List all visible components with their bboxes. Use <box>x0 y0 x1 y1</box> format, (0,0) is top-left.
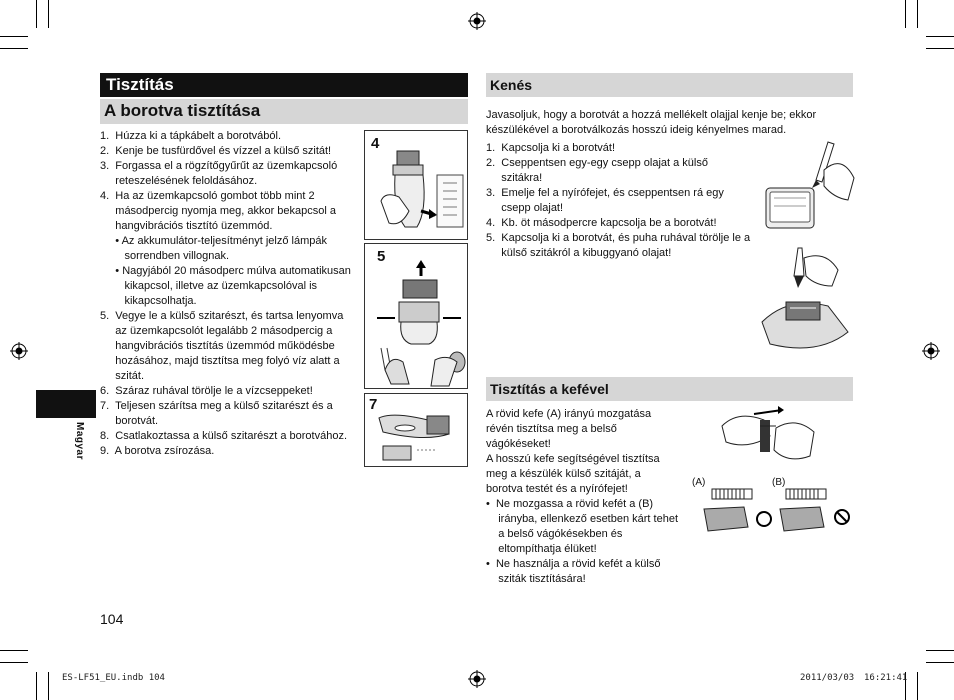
oil-on-blade-illustration <box>758 246 858 358</box>
footer-date: 2011/03/03 <box>800 673 855 683</box>
figure-5-diagram <box>364 243 468 389</box>
shaver-drying-illustration <box>365 394 467 466</box>
cleaning-step-line: 2. Kenje be tusfürdővel és vízzel a külső szitát! <box>100 145 332 157</box>
figure-label: 5 <box>377 248 386 265</box>
oil-intro-line: Javasoljuk, hogy a borotvát a hozzá mellékelt olajjal kenje be; ekkor <box>486 109 817 121</box>
brush-direction-a-illustration <box>698 487 784 535</box>
figure-label: 7 <box>369 396 378 413</box>
cleaning-step-line: 5. Vegye le a külső szitarészt, és tartsa lenyomva <box>100 310 344 322</box>
cleaning-step-line: kikapcsol, illetve az üzemkapcsolóval is <box>100 280 318 292</box>
language-side-tab <box>36 390 96 418</box>
cleaning-step-line: hozásához, majd tisztítsa meg folyó víz alatt a <box>100 355 340 367</box>
brush-section-title: Tisztítás a kefével <box>486 377 853 401</box>
oil-step-line: 3. Emelje fel a nyírófejet, és cseppentsen rá egy <box>486 187 724 199</box>
brush-text-line: • Ne mozgassa a rövid kefét a (B) <box>486 498 654 510</box>
oil-step-line: 4. Kb. öt másodpercre kapcsolja be a borotvát! <box>486 217 717 229</box>
brush-text-line: sziták tisztítására! <box>486 573 586 585</box>
footer-time: 16:21:41 <box>864 673 908 683</box>
cleaning-step-line: 8. Csatlakoztassa a külső szitarészt a borotvához. <box>100 430 348 442</box>
oil-step-line: külső szitákról a kibuggyanó olajat! <box>486 247 672 259</box>
cleaning-step-line: borotvát. <box>100 415 159 427</box>
brush-text-line: eltompíthatja élüket! <box>486 543 597 555</box>
oil-step-line: csepp olajat! <box>486 202 564 214</box>
cleaning-step-line: hangvibrációs tisztítás üzemmód működésbe <box>100 340 335 352</box>
cleaning-step-line: • Nagyjából 20 másodperc múlva automatikusan <box>100 265 351 277</box>
oil-step-line: szitákra! <box>486 172 543 184</box>
cleaning-step-line: szitát. <box>100 370 145 382</box>
brush-text-line: irányba, ellenkező esetben kárt tehet <box>486 513 679 525</box>
brush-holding-illustration <box>718 406 818 470</box>
cleaning-step-line: 4. Ha az üzemkapcsoló gombot több mint 2 <box>100 190 315 202</box>
cleaning-step-line: sorrendben villognak. <box>100 250 230 262</box>
brush-direction-b-illustration <box>778 487 864 535</box>
section-subtitle: A borotva tisztítása <box>100 99 468 124</box>
figure-4-diagram <box>364 130 468 240</box>
cleaning-step-line: másodpercig nyomja meg, akkor bekapcsol a <box>100 205 337 217</box>
shaver-rinse-illustration <box>365 244 467 388</box>
brush-text-line: meg a készülék külső szitáját, a <box>486 468 641 480</box>
oil-step-line: 1. Kapcsolja ki a borotvát! <box>486 142 616 154</box>
cleaning-step-line: 3. Forgassa el a rögzítőgyűrűt az üzemkapcsoló <box>100 160 338 172</box>
oil-section-title: Kenés <box>486 73 853 97</box>
brush-text-line: a belső vágókésekben és <box>486 528 623 540</box>
oil-intro-line: készülékével a borotválkozás hosszú ideig kényelmes marad. <box>486 124 787 136</box>
section-title: Tisztítás <box>100 73 468 97</box>
oil-step-line: 5. Kapcsolja ki a borotvát, és puha ruhával törölje le a <box>486 232 751 244</box>
cleaning-step-line: 7. Teljesen szárítsa meg a külső szitarészt és a <box>100 400 333 412</box>
cleaning-step-line: • Az akkumulátor-teljesítményt jelző lámpák <box>100 235 327 247</box>
cleaning-step-line: az üzemkapcsolót legalább 2 másodpercig a <box>100 325 333 337</box>
registration-mark-right-icon <box>922 342 940 360</box>
brush-text-line: révén tisztítsa meg a belső <box>486 423 617 435</box>
language-side-label: Magyar <box>74 422 85 461</box>
brush-text-line: borotva testét és a nyírófejet! <box>486 483 628 495</box>
cleaning-step-line: reteszelésének feloldásához. <box>100 175 258 187</box>
page-number: 104 <box>100 611 124 627</box>
brush-text-line: A rövid kefe (A) irányú mozgatása <box>486 408 652 420</box>
cleaning-step-line: 9. A borotva zsírozása. <box>100 445 215 457</box>
cleaning-step-line: 1. Húzza ki a tápkábelt a borotvából. <box>100 130 281 142</box>
figure-7-diagram <box>364 393 468 467</box>
brush-text-line: vágókéseket! <box>486 438 551 450</box>
cleaning-step-line: kikapcsolhatja. <box>100 295 197 307</box>
figure-label: 4 <box>371 135 380 152</box>
brush-text-line: • Ne használja a rövid kefét a külső <box>486 558 661 570</box>
footer-file-info: ES-LF51_EU.indb 104 <box>62 673 165 683</box>
registration-mark-left-icon <box>10 342 28 360</box>
brush-label-a: (A) <box>692 477 706 488</box>
oil-on-foil-illustration <box>758 140 858 230</box>
registration-mark-top-icon <box>468 12 486 30</box>
registration-mark-bottom-icon <box>468 670 486 688</box>
brush-text-line: A hosszú kefe segítségével tisztítsa <box>486 453 660 465</box>
cleaning-step-line: 6. Száraz ruhával törölje le a vízcseppeket! <box>100 385 313 397</box>
cleaning-step-line: hangvibrációs tisztító üzemmód. <box>100 220 273 232</box>
shaver-cleaning-illustration <box>365 131 467 239</box>
brush-label-b: (B) <box>772 477 786 488</box>
oil-step-line: 2. Cseppentsen egy-egy csepp olajat a külső <box>486 157 708 169</box>
